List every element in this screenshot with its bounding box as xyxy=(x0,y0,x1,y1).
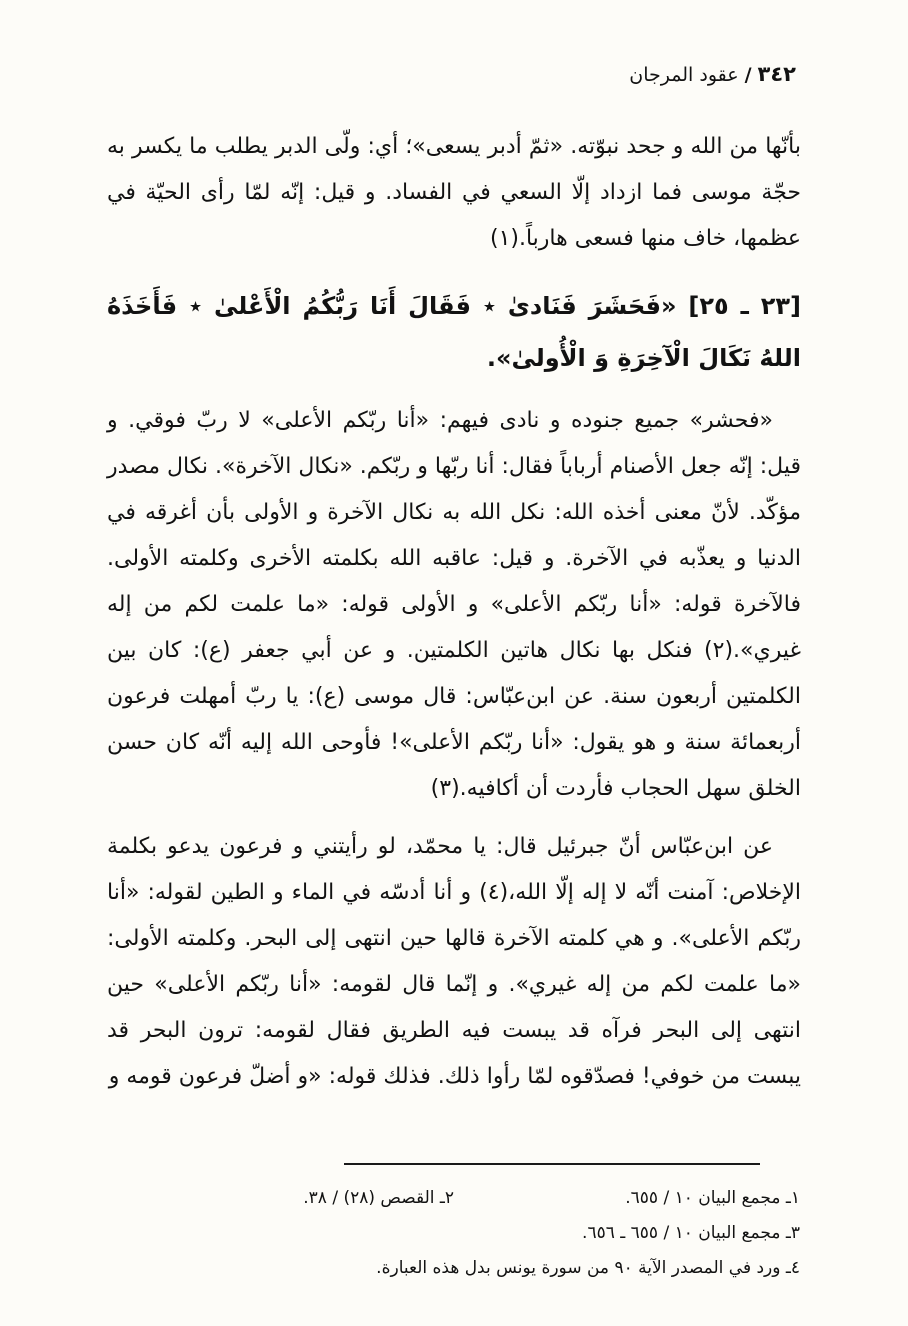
footnote-row xyxy=(108,1251,800,1286)
footnote-1: ١ـ مجمع البيان ١٠ / ٦٥٥. xyxy=(625,1188,800,1208)
footnote-row xyxy=(108,1216,800,1251)
page-body xyxy=(107,124,801,1100)
book-title: عقود المرجان xyxy=(629,64,739,86)
quran-verse-block: [٢٣ ـ ٢٥] «فَحَشَرَ فَنَادىٰ ٭ فَقَالَ أَنَا رَبُّكُمُ الْأَعْلىٰ ٭ فَأَخَذَهُ اللهُ نَكَالَ الْآخِرَةِ وَ الْأُولىٰ». xyxy=(107,292,801,372)
paragraph-commentary: «فحشر» جميع جنوده و نادى فيهم: «أنا ربّكم الأعلى» لا ربّ فوقي. و قيل: إنّه جعل الأصنام أرباباً فقال: أنا ربّها و ربّكم. «نكال الآخرة». نكال مصدر مؤكّد. لأنّ معنى أخذه الله: نكل الله به نكال الآخرة و الأولى بأن أغرقه في الدنيا و يعذّبه في الآخرة. و قيل: عاقبه الله بكلمته الأخرى وكلمته الأولى. فالآخرة قوله: «أنا ربّكم الأعلى» و الأولى قوله: «ما علمت لكم من إله غيري».(٢) فنكل بها نكال هاتين الكلمتين. و عن أبي جعفر (ع): كان بين الكلمتين أربعون سنة. عن ابن‌عبّاس: قال موسى (ع): يا ربّ أمهلت فرعون أربعمائة سنة و هو يقول: «أنا ربّكم الأعلى»! فأوحى الله إليه أنّه كان حسن الخلق سهل الحجاب فأردت أن أكافيه.(٣) xyxy=(107,408,801,801)
footnotes-section xyxy=(108,1163,800,1286)
page-number: ٣٤٢ xyxy=(757,62,796,86)
paragraph-intro: بأنّها من الله و جحد نبوّته. «ثمّ أدبر يسعى»؛ أي: ولّى الدبر يطلب ما يكسر به حجّة موسى فما ازداد إلّا السعي في الفساد. و قيل: إنّه لمّا رأى الحيّة في عظمها، خاف منها فسعى هارباً.(١) xyxy=(107,134,801,251)
footnote-divider xyxy=(344,1163,760,1165)
header-separator: / xyxy=(744,64,752,86)
page-header xyxy=(629,62,796,86)
paragraph-ibn-abbas: عن ابن‌عبّاس أنّ جبرئيل قال: يا محمّد، لو رأيتني و فرعون يدعو بكلمة الإخلاص: آمنت أنّه لا إله إلّا الله،(٤) و أنا أدسّه في الماء و الطين لقوله: «أنا ربّكم الأعلى». و هي كلمته الآخرة قالها حين انتهى إلى البحر. وكلمته الأولى: «ما علمت لكم من إله غيري». و إنّما قال لقومه: «أنا ربّكم الأعلى» حين انتهى إلى البحر فرآه قد يبست فيه الطريق فقال لقومه: ترون البحر قد يبست من خوفي! فصدّقوه لمّا رأوا ذلك. فذلك قوله: «و أضلّ فرعون قومه و xyxy=(107,834,801,1089)
footnote-row xyxy=(108,1181,800,1216)
footnote-4: ٤ـ ورد في المصدر الآية ٩٠ من سورة يونس بدل هذه العبارة. xyxy=(376,1258,800,1278)
footnote-2: ٢ـ القصص (٢٨) / ٣٨. xyxy=(303,1188,454,1208)
footnote-3: ٣ـ مجمع البيان ١٠ / ٦٥٥ ـ ٦٥٦. xyxy=(582,1223,800,1243)
